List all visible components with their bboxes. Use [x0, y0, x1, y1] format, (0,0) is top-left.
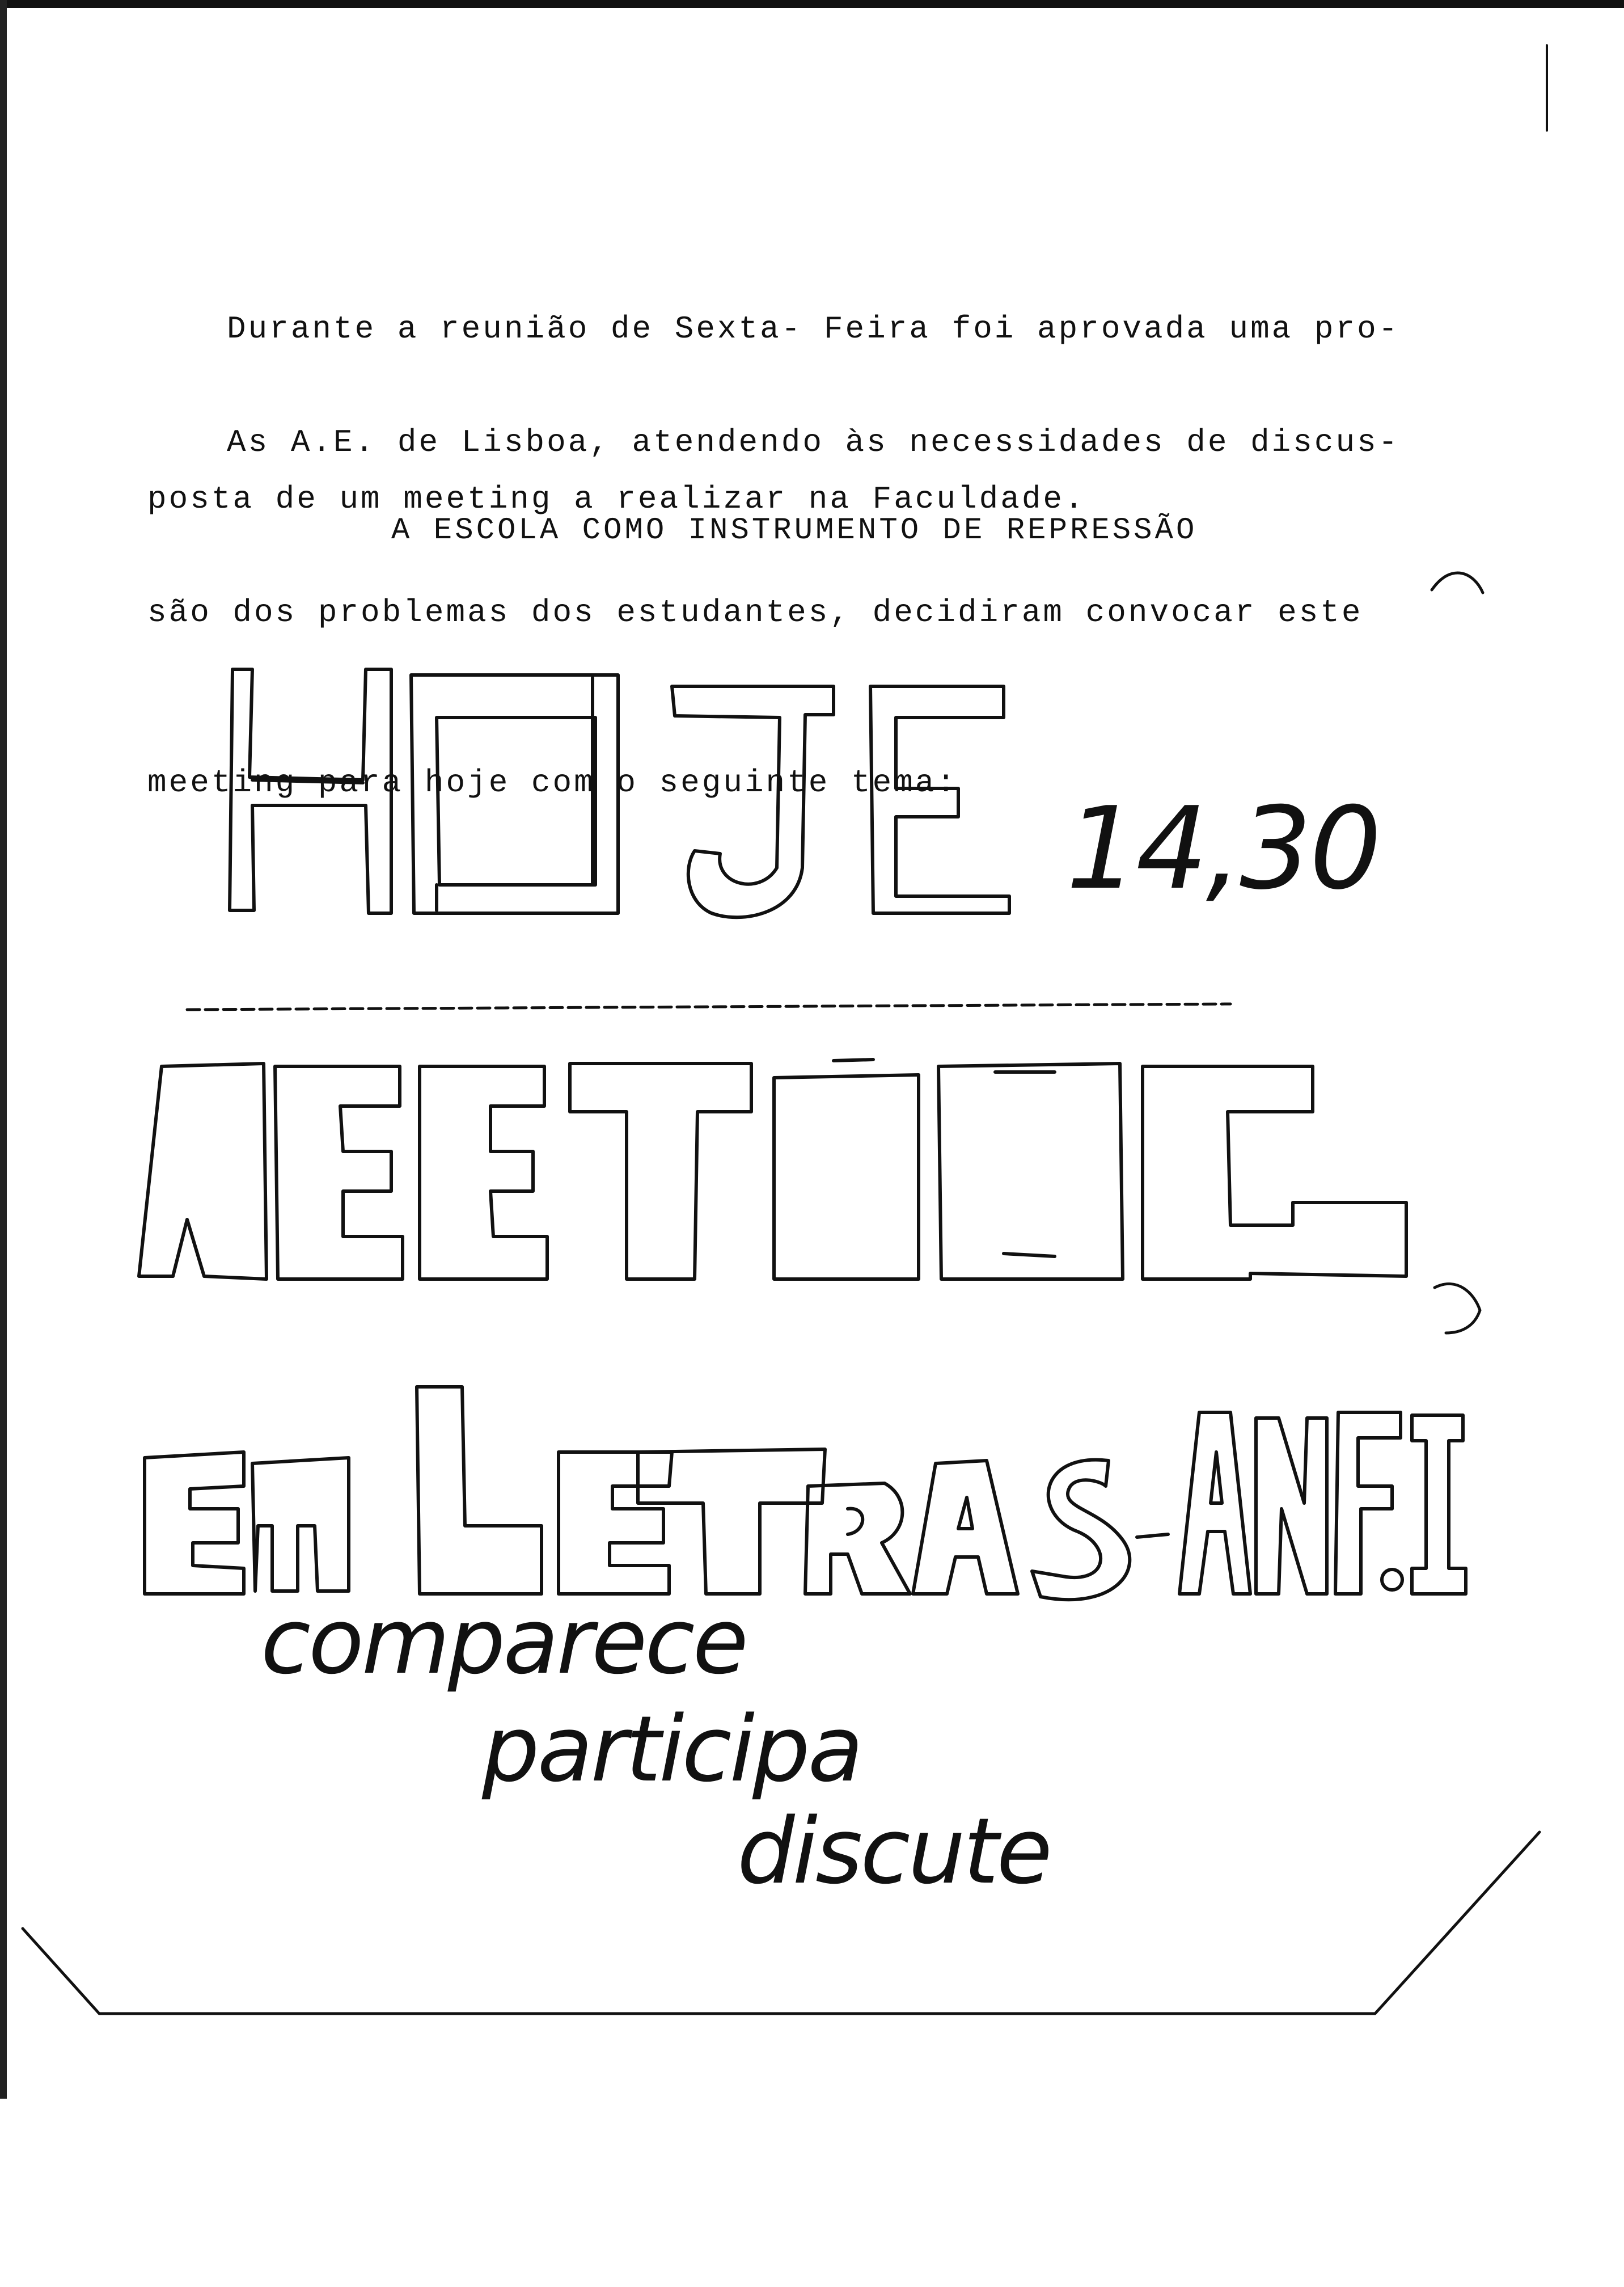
- intro-line-2: posta de um meeting a realizar na Faculdade.: [147, 481, 1086, 517]
- convocation-line-2: são dos problemas dos estudantes, decidiram convocar este: [147, 594, 1363, 631]
- letter-h: [230, 669, 391, 913]
- call-to-action-comparece: comparece: [261, 1588, 746, 1694]
- convocation-line-3: meeting para hoje com o seguinte tema:: [147, 765, 958, 801]
- letter-i-anf: [1412, 1415, 1466, 1594]
- call-to-action-participa: participa: [482, 1696, 861, 1802]
- letter-n: [938, 1064, 1123, 1279]
- letter-n-anf: [1256, 1418, 1327, 1594]
- convocation-line-1: As A.E. de Lisboa, atendendo às necessidades de discus-: [227, 424, 1400, 461]
- letter-e-2: [275, 1066, 403, 1279]
- meeting-time: 14,30: [1066, 783, 1380, 915]
- letter-i: [774, 1060, 919, 1279]
- intro-line-1: Durante a reunião de Sexta- Feira foi aprovada uma pro-: [227, 311, 1400, 347]
- headline-line-1: [0, 0, 1, 1]
- letter-a-anf: [1179, 1412, 1250, 1594]
- letter-s: [1032, 1460, 1130, 1600]
- letter-e-em: [145, 1452, 244, 1594]
- letter-m-em: [252, 1458, 349, 1591]
- letter-g: [1143, 1066, 1406, 1279]
- letter-e-letras: [559, 1452, 672, 1594]
- letter-t: [570, 1064, 751, 1279]
- letter-l: [417, 1387, 542, 1594]
- letter-m: [139, 1064, 267, 1279]
- letter-a: [913, 1461, 1018, 1594]
- meeting-subject: A ESCOLA COMO INSTRUMENTO DE REPRESSÃO: [391, 513, 1198, 548]
- letter-e: [870, 686, 1009, 913]
- call-to-action-discute: discute: [737, 1798, 1050, 1904]
- letter-t-letras: [638, 1449, 825, 1594]
- letter-f-anf: [1335, 1412, 1401, 1594]
- letter-e-3: [420, 1066, 547, 1279]
- letter-j: [672, 686, 834, 917]
- letter-o: [411, 675, 618, 913]
